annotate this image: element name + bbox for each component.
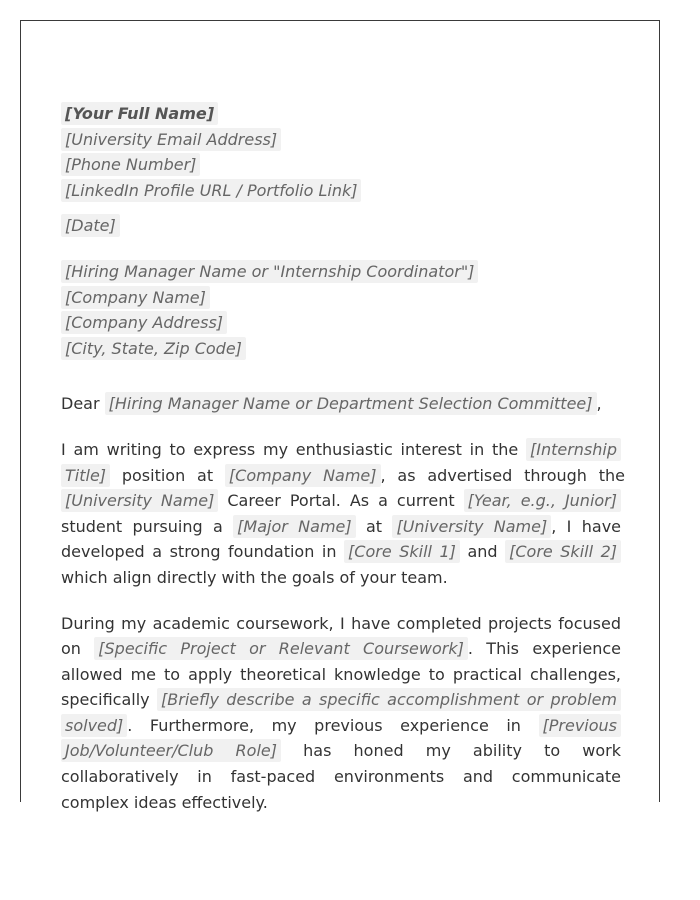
text-segment: During my academic coursework, I have completed projects focused on (61, 613, 621, 659)
text-segment: . Furthermore, my previous experience in (127, 715, 539, 735)
sender-linkedin: [LinkedIn Profile URL / Portfolio Link] (61, 179, 361, 202)
text-segment: and (459, 542, 506, 562)
core-skill-2-placeholder: [Core Skill 2] (505, 540, 621, 563)
sender-email: [University Email Address] (61, 128, 281, 151)
previous-role-placeholder: [Previous Job/Volunteer/Club Role] (61, 714, 621, 763)
letter-page (20, 20, 660, 812)
text-segment: , as advertised through the (380, 465, 625, 485)
accomplishment-placeholder: [Briefly describe a specific accomplishment or problem solved] (61, 688, 621, 737)
text-segment: has honed my ability to work collaboratively in fast-paced environments and communicate complex ideas effectively. (61, 741, 621, 812)
text-segment: which align directly with the goals of your team. (61, 567, 448, 587)
recipient-address: [Company Address] (61, 311, 227, 334)
text-segment: at (355, 516, 393, 536)
paragraph-experience (61, 611, 621, 816)
paragraph-intro (61, 437, 625, 591)
text-segment: . This experience allowed me to apply theoretical knowledge to practical challenges, specifically (61, 639, 621, 710)
university-name-placeholder-2: [University Name] (392, 515, 551, 538)
text-segment: I am writing to express my enthusiastic interest in the (61, 439, 526, 459)
letter-content (61, 101, 625, 815)
recipient-name: [Hiring Manager Name or "Internship Coordinator"] (61, 260, 478, 283)
text-segment: position at (110, 465, 225, 485)
recipient-city-state-zip: [City, State, Zip Code] (61, 337, 246, 360)
salutation-suffix: , (596, 394, 602, 414)
sender-full-name: [Your Full Name] (61, 102, 218, 125)
salutation (61, 391, 621, 417)
university-name-placeholder: [University Name] (61, 489, 218, 512)
project-placeholder: [Specific Project or Relevant Coursework] (94, 637, 468, 660)
text-segment: Career Portal. As a current (218, 491, 464, 511)
text-segment: , I have developed a strong foundation in (61, 516, 622, 562)
salutation-prefix: Dear (61, 394, 100, 414)
salutation-name: [Hiring Manager Name or Department Selection Committee] (105, 392, 597, 415)
major-placeholder: [Major Name] (233, 515, 355, 538)
year-placeholder: [Year, e.g., Junior] (464, 489, 621, 512)
core-skill-1-placeholder: [Core Skill 1] (344, 540, 460, 563)
internship-title-placeholder: [Internship Title] (61, 438, 621, 487)
sender-block (61, 101, 621, 203)
sender-phone: [Phone Number] (61, 153, 200, 176)
recipient-block (61, 259, 621, 361)
company-name-placeholder: [Company Name] (225, 464, 381, 487)
text-segment: student pursuing a (61, 516, 234, 536)
letter-date: [Date] (61, 214, 120, 237)
date-block (61, 213, 621, 239)
recipient-company: [Company Name] (61, 286, 210, 309)
